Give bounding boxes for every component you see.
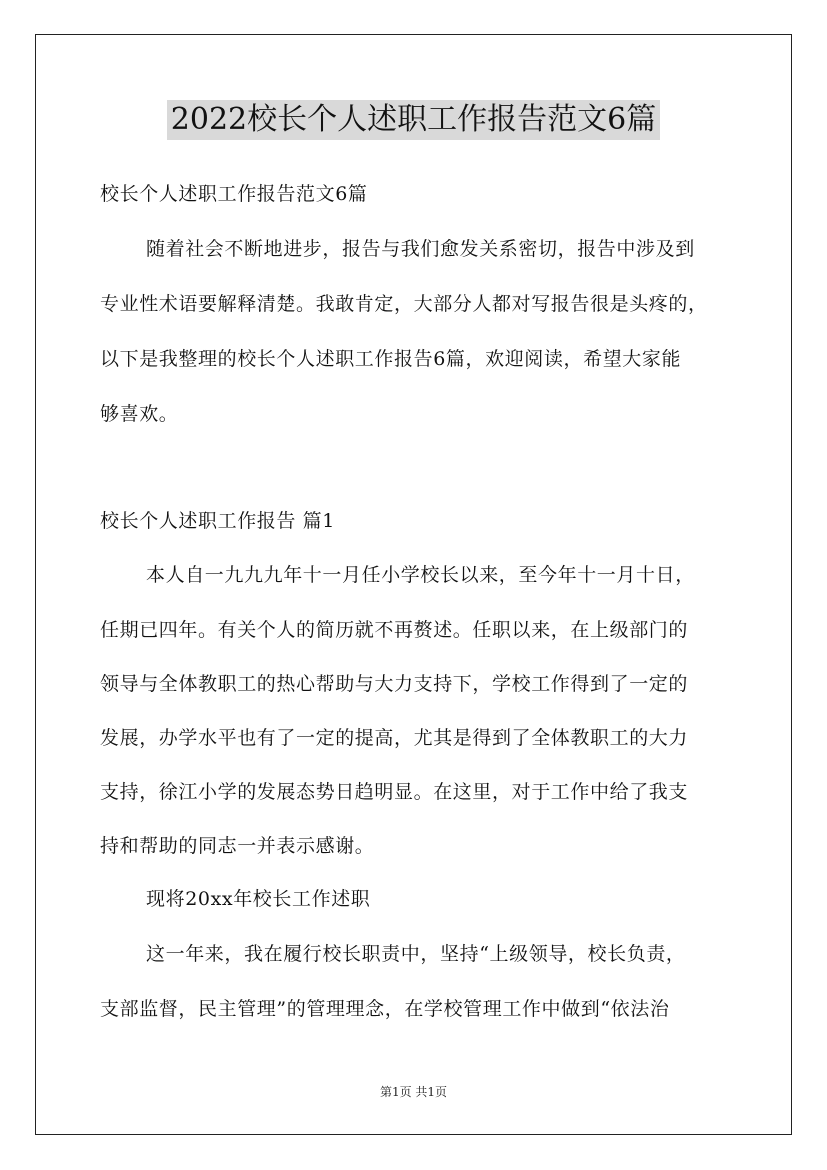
section-heading: 校长个人述职工作报告 篇1 [100, 510, 335, 532]
body-line-6: 持和帮助的同志一并表示感谢。 [100, 835, 375, 857]
body-line-2: 任期已四年。有关个人的简历就不再赘述。任职以来，在上级部门的 [100, 619, 689, 641]
closing-line-1: 这一年来，我在履行校长职责中，坚持“上级领导，校长负责， [146, 943, 686, 965]
document-title: 2022校长个人述职工作报告范文6篇 [167, 100, 660, 140]
body-line-1: 本人自一九九九年十一月任小学校长以来，至今年十一月十日， [146, 564, 695, 586]
intro-line-2: 专业性术语要解释清楚。我敢肯定，大部分人都对写报告很是头疼的， [100, 293, 708, 315]
intro-line-4: 够喜欢。 [100, 403, 179, 425]
closing-line-2: 支部监督，民主管理”的管理理念，在学校管理工作中做到“依法治 [100, 998, 670, 1020]
intro-line-3: 以下是我整理的校长个人述职工作报告6篇，欢迎阅读，希望大家能 [100, 348, 682, 370]
report-line: 现将20xx年校长工作述职 [146, 888, 371, 910]
body-line-4: 发展，办学水平也有了一定的提高，尤其是得到了全体教职工的大力 [100, 727, 689, 749]
body-line-3: 领导与全体教职工的热心帮助与大力支持下，学校工作得到了一定的 [100, 673, 689, 695]
page-footer: 第1页 共1页 [379, 1085, 448, 1099]
body-line-5: 支持，徐江小学的发展态势日趋明显。在这里，对于工作中给了我支 [100, 781, 689, 803]
document-subtitle: 校长个人述职工作报告范文6篇 [100, 183, 368, 205]
intro-line-1: 随着社会不断地进步，报告与我们愈发关系密切，报告中涉及到 [146, 238, 695, 260]
title-wrap [0, 100, 827, 140]
